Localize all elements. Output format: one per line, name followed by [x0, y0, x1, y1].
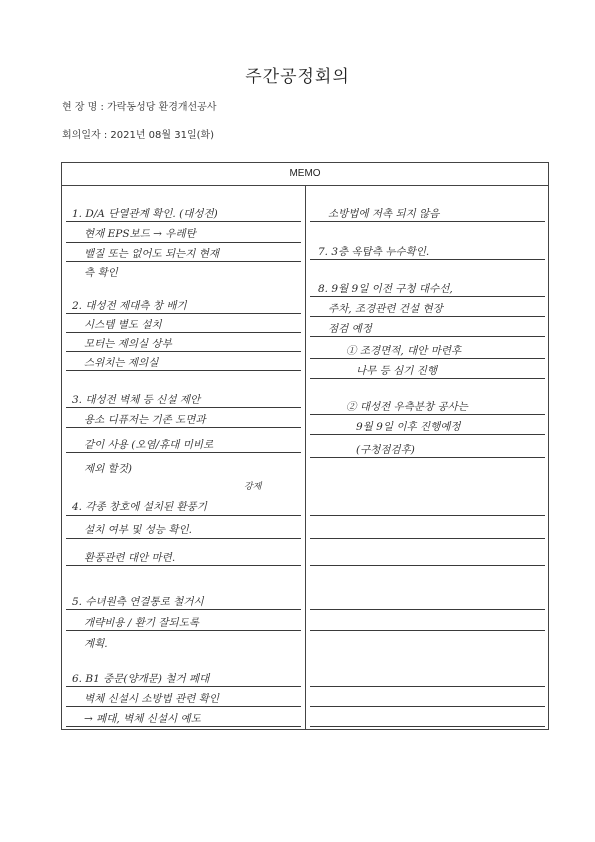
- memo-item-3-line-3: 같이 사용 (오염/휴대 미비로: [84, 439, 214, 451]
- memo-item-3-line-2: 용소 디퓨저는 기존 도면과: [84, 414, 206, 426]
- site-name: 현 장 명 : 가락동성당 환경개선공사: [62, 102, 217, 113]
- underline: [66, 686, 301, 687]
- underline: [66, 427, 301, 428]
- underline: [310, 538, 545, 539]
- memo-item-4-line-2: 설치 여부 및 성능 확인.: [84, 524, 192, 536]
- underline: [310, 630, 545, 631]
- memo-item-1-line-3: 밸질 또는 없어도 되는지 현재: [84, 248, 220, 260]
- underline: [310, 609, 545, 610]
- underline: [66, 706, 301, 707]
- memo-item-8-sub-1-line-1: ① 조경면적, 대안 마련후: [346, 345, 462, 357]
- memo-body: [62, 186, 548, 729]
- memo-item-8-line-2: 주차, 조경관련 건설 현장: [328, 303, 443, 315]
- memo-header: MEMO: [62, 163, 548, 186]
- underline: [66, 261, 301, 262]
- underline: [66, 313, 301, 314]
- underline: [66, 609, 301, 610]
- underline: [310, 457, 545, 458]
- memo-item-2-line-1: 2. 대성전 제대측 창 배기: [72, 300, 187, 312]
- memo-item-3-line-1: 3. 대성전 벽체 등 신설 제안: [72, 394, 201, 406]
- memo-item-8-sub-2-line-3: (구청점검후): [356, 444, 415, 456]
- underline: [66, 407, 301, 408]
- underline: [310, 706, 545, 707]
- memo-item-2-line-2: 시스템 별도 설치: [84, 319, 162, 331]
- memo-item-5-line-1: 5. 수녀원측 연결통로 철거시: [72, 596, 204, 608]
- underline: [66, 221, 301, 222]
- underline: [310, 221, 545, 222]
- underline: [66, 452, 301, 453]
- underline: [310, 686, 545, 687]
- underline: [66, 726, 301, 727]
- underline: [66, 242, 301, 243]
- page-title: 주간공정회의: [245, 67, 350, 87]
- underline: [310, 316, 545, 317]
- memo-item-2-line-3: 모터는 제의실 상부: [84, 338, 172, 350]
- underline: [310, 259, 545, 260]
- memo-item-4-insertion: 강제: [244, 482, 262, 492]
- underline: [310, 336, 545, 337]
- memo-item-7-line-1: 7. 3층 옥탑측 누수확인.: [318, 246, 430, 258]
- memo-item-5-line-2: 개략비용 / 환기 잘되도록: [84, 617, 199, 629]
- memo-item-4-line-1: 4. 각종 창호에 설치된 환풍기: [72, 501, 207, 513]
- underline: [310, 358, 545, 359]
- underline: [66, 351, 301, 352]
- memo-left-column: [62, 186, 305, 729]
- underline: [66, 630, 301, 631]
- memo-item-1-line-1: 1. D/A 단열관계 확인. (대성전): [72, 208, 218, 220]
- memo-item-6-line-2: 벽체 신설시 소방법 관련 확인: [84, 693, 220, 705]
- underline: [66, 538, 301, 539]
- memo-item-5-line-3: 계획.: [84, 638, 108, 650]
- memo-item-6-line-1: 6. B1 중문(양개문) 철거 폐대: [72, 673, 210, 685]
- memo-right-column: [306, 186, 549, 729]
- meeting-date: 회의일자 : 2021년 08월 31일(화): [62, 130, 215, 141]
- underline: [66, 565, 301, 566]
- memo-item-3-line-4: 제외 할것): [84, 463, 133, 475]
- underline: [310, 515, 545, 516]
- memo-item-2-line-4: 스위치는 제의실: [84, 357, 159, 369]
- underline: [66, 370, 301, 371]
- underline: [66, 515, 301, 516]
- memo-item-8-sub-1-line-2: 나무 등 심기 진행: [356, 365, 438, 377]
- memo-item-8-line-1: 8. 9월 9일 이전 구청 대수선,: [318, 283, 453, 295]
- memo-item-6-line-3: → 폐대, 벽체 신설시 예도: [84, 713, 201, 725]
- underline: [66, 332, 301, 333]
- underline: [310, 296, 545, 297]
- underline: [310, 726, 545, 727]
- memo-item-1-line-2: 현재 EPS보드 → 우레탄: [84, 228, 196, 240]
- underline: [310, 414, 545, 415]
- memo-item-8-sub-2-line-2: 9월 9일 이후 진행예정: [356, 421, 461, 433]
- underline: [310, 434, 545, 435]
- underline: [310, 565, 545, 566]
- memo-item-8-line-3: 점검 예정: [328, 323, 372, 335]
- memo-item-1-line-4: 측 확인: [84, 267, 118, 279]
- underline: [310, 378, 545, 379]
- memo-item-8-sub-2-line-1: ② 대성전 우측분창 공사는: [346, 401, 468, 413]
- memo-item-6-continued: 소방법에 저촉 되지 않음: [328, 208, 440, 220]
- memo-item-4-line-3: 환풍관련 대안 마련.: [84, 552, 176, 564]
- memo-box: [61, 162, 549, 730]
